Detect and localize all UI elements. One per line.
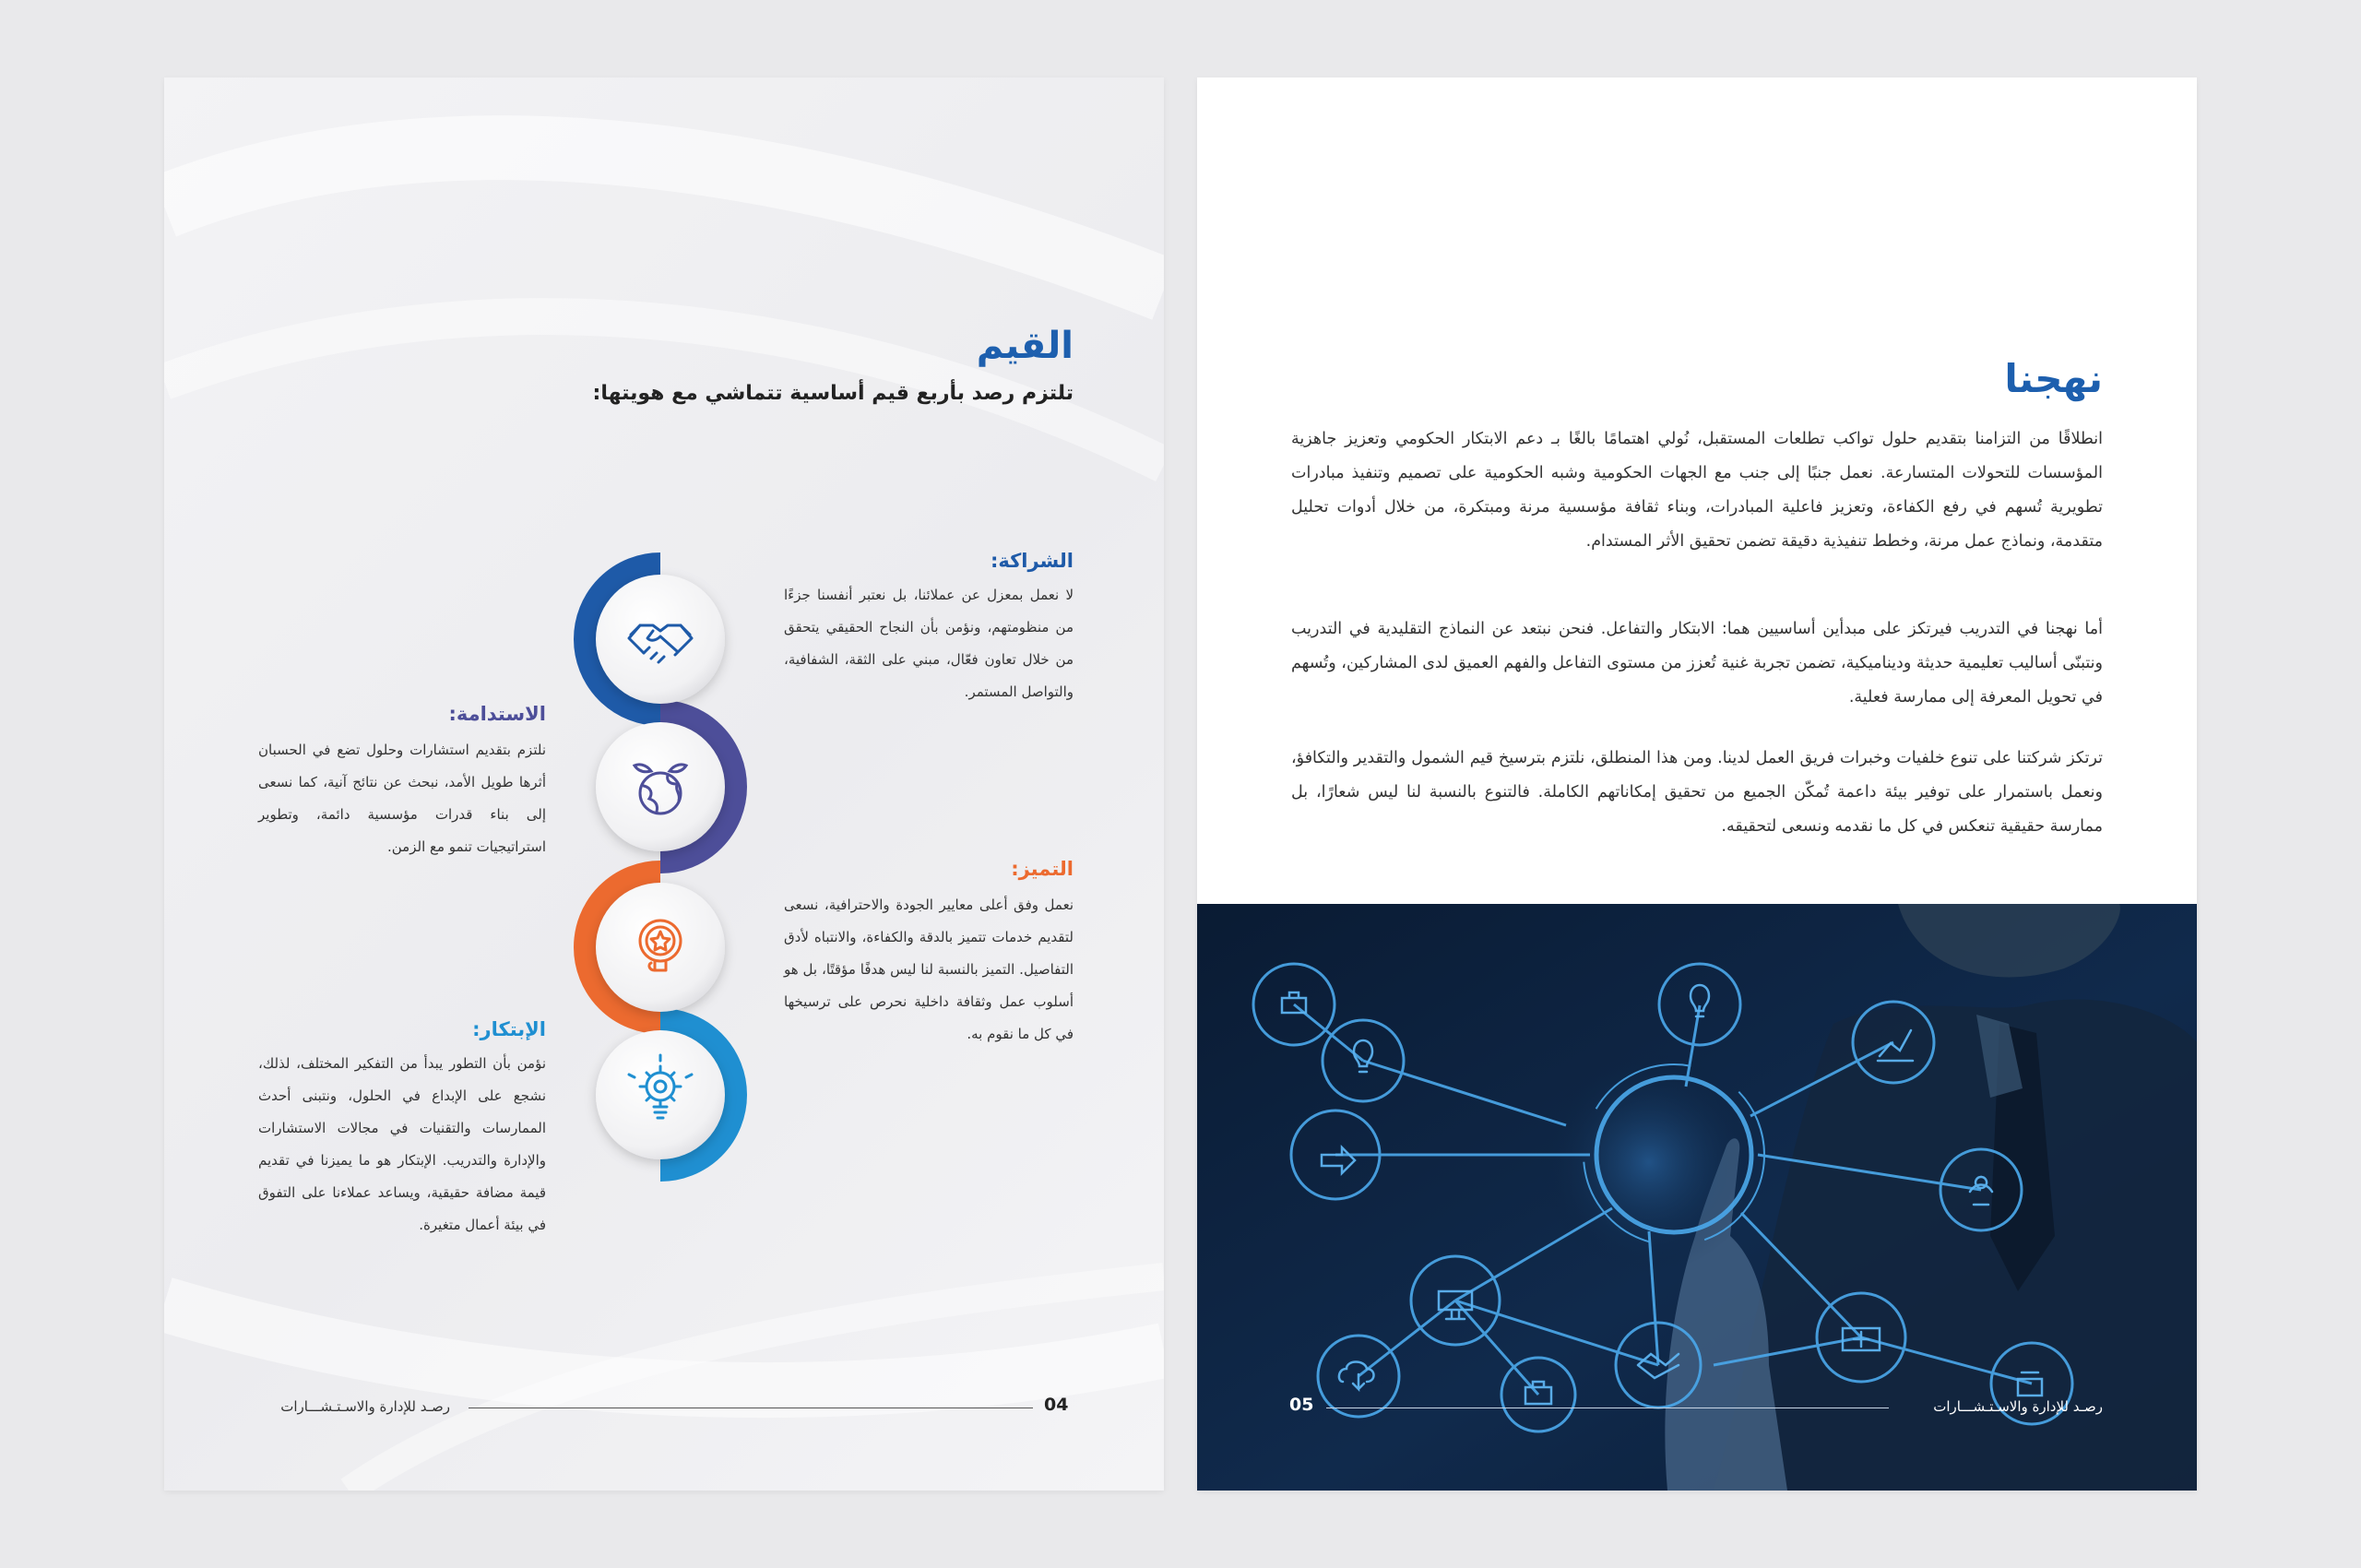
sustainability-circle [596, 722, 725, 851]
approach-paragraph-3: ترتكز شركتنا على تنوع خلفيات وخبرات فريق العمل لدينا. ومن هذا المنطلق، نلتزم بترسيخ قيم الشمول والتقدير والتكافؤ، ونعمل باستمرار على توفير بيئة داعمة تُمكّن الجميع من تحقيق إمكاناتهم الكاملة. فالتنوع بالنسبة لنا ليس شعارًا، بل ممارسة حقيقية تنعكس في كل ما نقدمه ونسعى لتحقيقه. [1291, 749, 2103, 836]
excellence-body: نعمل وفق أعلى معايير الجودة والاحترافية، نسعى لتقديم خدمات تتميز بالدقة والكفاءة، والانتباه لأدق التفاصيل. التميز بالنسبة لنا ليس هدفًا مؤقتًا، بل هو أسلوب عمل وثقافة داخلية نحرص على ترسيخها في كل ما نقوم به. [784, 897, 1074, 1042]
excellence-title: التميز: [1011, 858, 1074, 880]
innovation-circle [596, 1030, 725, 1159]
sustainability-body: نلتزم بتقديم استشارات وحلول تضع في الحسبان أثرها طويل الأمد، نبحث عن نتائج آنية، كما نسعى إلى بناء قدرات مؤسسية دائمة، وتطوير استراتيجيات تنمو مع الزمن. [258, 742, 546, 855]
left-page [164, 77, 1164, 1491]
approach-title: نهجنا [2004, 356, 2103, 401]
approach-paragraph-2: أما نهجنا في التدريب فيرتكز على مبدأين أساسيين هما: الابتكار والتفاعل. فنحن نبتعد عن النماذج التقليدية في التدريب ونتبنّى أساليب تعليمية حديثة وديناميكية، تضمن تجربة غنية تُعزز من مستوى التفاعل والفهم العميق لدى المشاركين، وتُسهم في تحويل المعرفة إلى ممارسة فعلية. [1291, 620, 2103, 707]
approach-paragraph-1: انطلاقًا من التزامنا بتقديم حلول تواكب تطلعات المستقبل، نُولي اهتمامًا بالغًا بـ دعم الابتكار الحكومي وتعزيز جاهزية المؤسسات للتحولات المتسارعة. نعمل جنبًا إلى جنب مع الجهات الحكومية وشبه الحكومية على تصميم وتنفيذ مبادرات تطويرية تُسهم في رفع الكفاءة، وتعزيز فاعلية المبادرات، وبناء ثقافة مؤسسية مرنة ومبتكرة، من خلال أدوات تحليل متقدمة، ونماذج عمل مرنة، وخطط تنفيذية دقيقة تضمن تحقيق الأثر المستدام. [1291, 430, 2103, 551]
values-subtitle: تلتزم رصد بأربع قيم أساسية تتماشي مع هويتها: [592, 382, 1074, 405]
footer-brand: رصـد للإدارة والاسـتـشـــارات [280, 1398, 450, 1415]
footer-brand: رصـد للإدارة والاسـتـشـــارات [1933, 1398, 2103, 1415]
sustainability-title: الاستدامة: [448, 703, 546, 725]
partnership-body: لا نعمل بمعزل عن عملائنا، بل نعتبر أنفسنا جزءًا من منظومتهم، ونؤمن بأن النجاح الحقيقي يتحقق من خلال تعاون فعّال، مبني على الثقة، الشفافية، والتواصل المستمر. [784, 587, 1074, 700]
values-title: القيم [976, 325, 1074, 367]
page-number: 05 [1289, 1395, 1314, 1415]
innovation-body: نؤمن بأن التطور يبدأ من التفكير المختلف، لذلك، نشجع على الإبداع في الحلول، ونتبنى أحدث الممارسات والتقنيات في مجالات الاستشارات والإدارة والتدريب. الإبتكار هو ما يميزنا في تقديم قيمة مضافة حقيقية، ويساعد عملاءنا على التفوق في بيئة أعمال متغيرة. [258, 1055, 546, 1233]
partnership-circle [596, 575, 725, 704]
page-number: 04 [1044, 1395, 1069, 1415]
partnership-title: الشراكة: [990, 550, 1074, 572]
innovation-title: الإبتكار: [472, 1018, 546, 1040]
right-page [1197, 77, 2197, 1491]
